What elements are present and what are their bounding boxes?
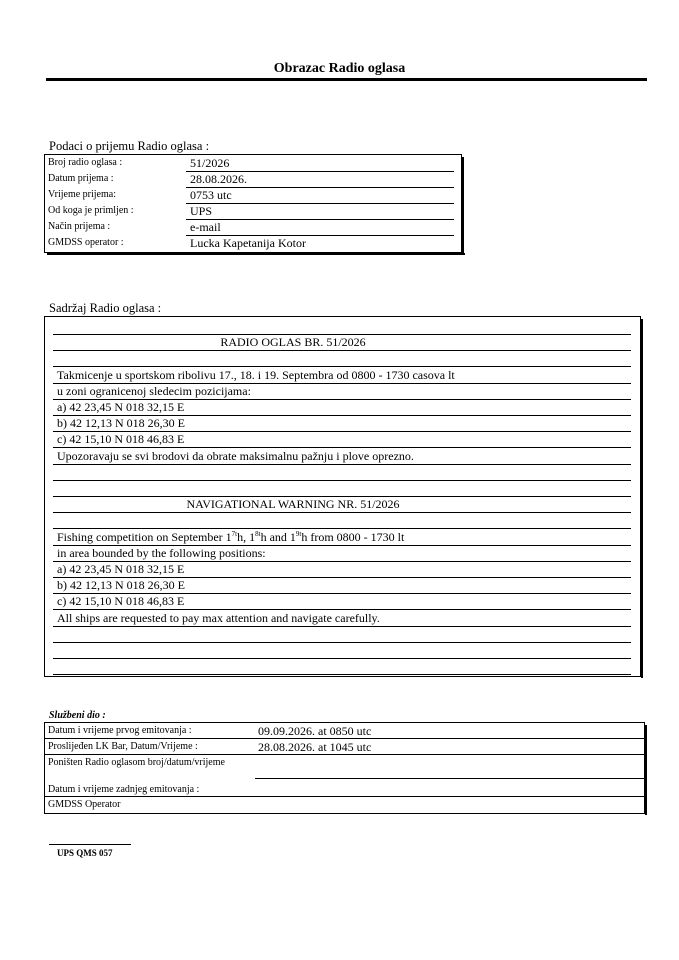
reception-row-rule — [186, 203, 454, 204]
content-rule — [53, 512, 631, 513]
local-line: Takmicenje u sportskom ribolivu 17., 18. i 19. Septembra od 0800 - 1730 casova lt — [57, 368, 455, 382]
official-label: Proslijeđen LK Bar, Datum/Vrijeme : — [48, 741, 198, 752]
official-heading: Službeni dio : — [49, 710, 106, 721]
reception-value: UPS — [190, 204, 213, 218]
reception-row-rule — [186, 219, 454, 220]
content-heading: Sadržaj Radio oglasa : — [49, 301, 162, 315]
official-row-rule — [45, 796, 255, 797]
intl-line: b) 42 12,13 N 018 26,30 E — [57, 578, 185, 592]
intl-line-first — [57, 530, 404, 545]
reception-box-shadow-right — [462, 157, 464, 254]
official-label: GMDSS Operator — [48, 799, 121, 810]
sup-7t: 7t — [231, 530, 238, 538]
content-rule — [53, 464, 631, 465]
reception-label: Vrijeme prijema: — [48, 189, 116, 200]
reception-value: Lucka Kapetanija Kotor — [190, 236, 306, 250]
intl-line: a) 42 23,45 N 018 32,15 E — [57, 562, 185, 576]
reception-label: Način prijema : — [48, 221, 111, 232]
reception-box-shadow-bottom — [47, 253, 465, 255]
intl-line-first-c: h and 1 — [260, 530, 296, 544]
local-line: u zoni ogranicenoj sledecim pozicijama: — [57, 384, 251, 398]
official-row-rule — [255, 778, 644, 779]
reception-value: e-mail — [190, 220, 221, 234]
intl-line-first-a: Fishing competition on September 1 — [57, 530, 232, 544]
official-box-shadow-right — [645, 725, 647, 815]
content-rule — [53, 528, 631, 529]
local-warning-title: RADIO OGLAS BR. 51/2026 — [220, 335, 366, 349]
footer-code: UPS QMS 057 — [57, 848, 113, 858]
official-value: 28.08.2026. at 1045 utc — [258, 740, 372, 754]
content-rule — [53, 609, 631, 610]
intl-warning-title: NAVIGATIONAL WARNING NR. 51/2026 — [186, 497, 400, 511]
intl-line: c) 42 15,10 N 018 46,83 E — [57, 594, 185, 608]
reception-label: Broj radio oglasa : — [48, 157, 123, 168]
official-label: Datum i vrijeme prvog emitovanja : — [48, 725, 192, 736]
title-rule — [46, 78, 647, 81]
page-title: Obrazac Radio oglasa — [273, 61, 406, 76]
reception-value: 28.08.2026. — [190, 172, 247, 186]
reception-label: Od koga je primljen : — [48, 205, 134, 216]
reception-label: Datum prijema : — [48, 173, 114, 184]
intl-line-first-b: h, 1 — [237, 530, 256, 544]
official-label: Datum i vrijeme zadnjeg emitovanja : — [48, 784, 200, 795]
local-line: a) 42 23,45 N 018 32,15 E — [57, 400, 185, 414]
content-box-shadow-right — [641, 319, 643, 678]
content-rule — [53, 447, 631, 448]
official-value: 09.09.2026. at 0850 utc — [258, 724, 372, 738]
official-row-rule — [255, 796, 644, 797]
intl-line-first-d: h from 0800 - 1730 lt — [301, 530, 405, 544]
reception-label: GMDSS operator : — [48, 237, 124, 248]
content-rule — [53, 674, 631, 675]
intl-line: All ships are requested to pay max attention and navigate carefully. — [57, 611, 380, 625]
reception-value: 51/2026 — [190, 156, 230, 170]
content-rule — [53, 626, 631, 627]
content-rule — [53, 366, 631, 367]
local-line: c) 42 15,10 N 018 46,83 E — [57, 432, 185, 446]
content-rule — [53, 480, 631, 481]
official-row-rule — [45, 738, 644, 739]
official-label: Poništen Radio oglasom broj/datum/vrijeme — [48, 757, 225, 768]
intl-line: in area bounded by the following positions: — [57, 546, 266, 560]
content-rule — [53, 642, 631, 643]
content-rule — [53, 350, 631, 351]
sup-8t: 8t — [255, 530, 261, 538]
official-row-rule — [45, 754, 644, 755]
reception-heading: Podaci o prijemu Radio oglasa : — [49, 139, 210, 153]
reception-value: 0753 utc — [190, 188, 232, 202]
local-line: b) 42 12,13 N 018 26,30 E — [57, 416, 185, 430]
content-rule — [53, 658, 631, 659]
local-line: Upozoravaju se svi brodovi da obrate maksimalnu pažnju i plove oprezno. — [57, 449, 414, 463]
sup-9t: 9t — [295, 530, 302, 538]
footer-rule — [49, 844, 131, 845]
